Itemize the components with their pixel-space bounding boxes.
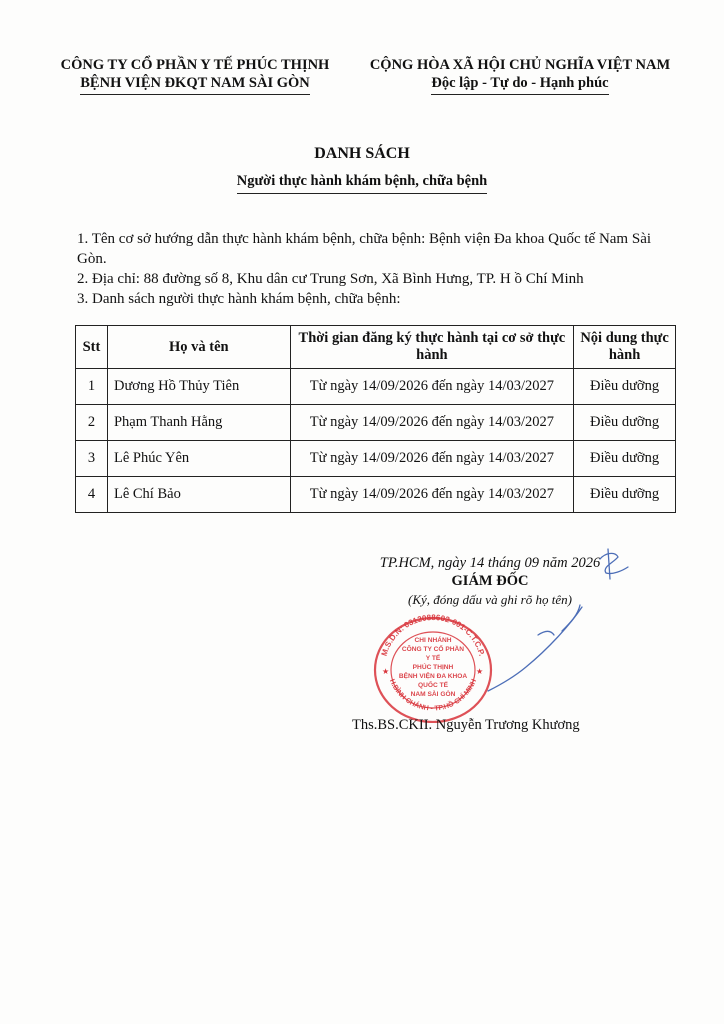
row-time: Từ ngày 14/09/2026 đến ngày 14/03/2027 <box>290 477 573 513</box>
row-time: Từ ngày 14/09/2026 đến ngày 14/03/2027 <box>290 369 573 405</box>
stamp-line: PHÚC THỊNH <box>412 664 454 671</box>
table-header-row <box>76 326 676 369</box>
table-row <box>76 441 676 477</box>
company-name: CÔNG TY CỔ PHẦN Y TẾ PHÚC THỊNH <box>60 57 330 73</box>
row-stt: 4 <box>76 477 108 513</box>
stamp-line: CÔNG TY CỔ PHẦN <box>401 646 465 653</box>
document-body <box>77 229 677 309</box>
stamp-line: Y TẾ <box>425 655 441 662</box>
row-content: Điều dưỡng <box>574 477 676 513</box>
stamp-outer-bottom: H.BÌNH CHÁNH - TP.HỒ CHÍ MINH <box>387 678 479 713</box>
address-line: 2. Địa chỉ: 88 đường số 8, Khu dân cư Trung Sơn, Xã Bình Hưng, TP. H ồ Chí Minh <box>77 271 584 287</box>
row-stt: 1 <box>76 369 108 405</box>
row-name: Phạm Thanh Hằng <box>107 405 290 441</box>
table-row <box>76 405 676 441</box>
stamp-line: NAM SÀI GÒN <box>410 691 456 698</box>
row-time: Từ ngày 14/09/2026 đến ngày 14/03/2027 <box>290 405 573 441</box>
facility-name-line: 1. Tên cơ sở hướng dẫn thực hành khám bệnh, chữa bệnh: Bệnh viện Đa khoa Quốc tế Nam Sài Gòn. <box>77 231 652 267</box>
national-header <box>355 56 685 95</box>
national-title: CỘNG HÒA XÃ HỘI CHỦ NGHĨA VIỆT NAM <box>369 57 671 73</box>
stamp-line: QUỐC TẾ <box>417 682 449 689</box>
header-content: Nội dung thực hành <box>574 326 676 369</box>
stamp-line: BỆNH VIỆN ĐA KHOA <box>398 673 468 680</box>
stamp-outer-top: M.S.D.N: 0312088602-001-C.T.C.P. <box>379 612 487 658</box>
handwritten-signature <box>430 545 640 715</box>
svg-text:★: ★ <box>382 667 390 676</box>
row-time: Từ ngày 14/09/2026 đến ngày 14/03/2027 <box>290 441 573 477</box>
row-content: Điều dưỡng <box>574 369 676 405</box>
signer-position: GIÁM ĐỐC <box>451 573 529 589</box>
header-name: Họ và tên <box>107 326 290 369</box>
svg-text:★: ★ <box>476 667 484 676</box>
row-stt: 3 <box>76 441 108 477</box>
hospital-name: BỆNH VIỆN ĐKQT NAM SÀI GÒN <box>80 74 310 95</box>
row-name: Lê Chí Bảo <box>107 477 290 513</box>
organization-header <box>30 56 360 95</box>
header-stt: Stt <box>76 326 108 369</box>
sign-date: TP.HCM, ngày 14 tháng 09 năm 2026 <box>379 555 601 571</box>
header-time: Thời gian đăng ký thực hành tại cơ sở thực hành <box>290 326 573 369</box>
table-row <box>76 477 676 513</box>
table-row <box>76 369 676 405</box>
practitioner-table <box>75 325 676 513</box>
national-motto: Độc lập - Tự do - Hạnh phúc <box>431 74 608 95</box>
row-name: Dương Hồ Thủy Tiên <box>107 369 290 405</box>
stamp-line: CHI NHÁNH <box>414 637 452 644</box>
sign-instruction: (Ký, đóng dấu và ghi rõ họ tên) <box>408 592 572 607</box>
row-stt: 2 <box>76 405 108 441</box>
row-content: Điều dưỡng <box>574 405 676 441</box>
document-subtitle: Người thực hành khám bệnh, chữa bệnh <box>237 173 488 194</box>
document-title: DANH SÁCH <box>314 145 410 162</box>
row-name: Lê Phúc Yên <box>107 441 290 477</box>
row-content: Điều dưỡng <box>574 441 676 477</box>
signer-name: Ths.BS.CKII. Nguyễn Trương Khương <box>352 717 580 733</box>
list-intro-line: 3. Danh sách người thực hành khám bệnh, chữa bệnh: <box>77 291 401 307</box>
